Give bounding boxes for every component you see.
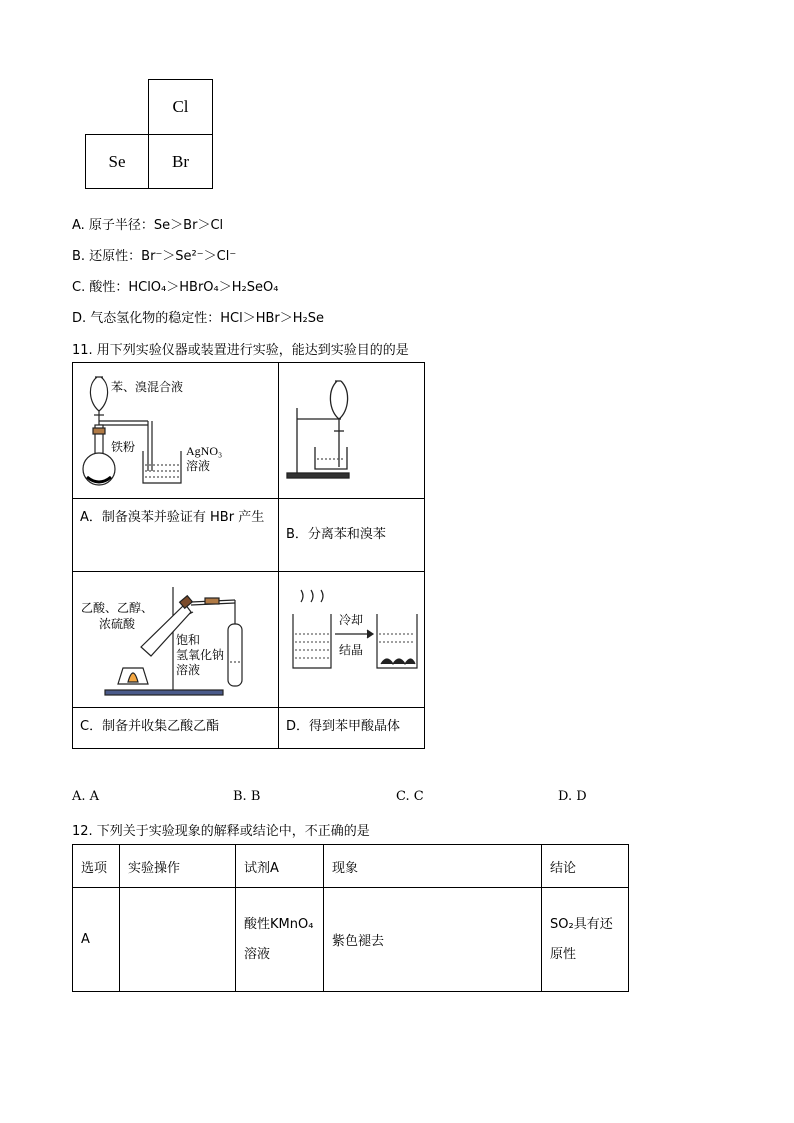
answer-c: C. C: [396, 789, 424, 804]
figure-c-cell: [72, 571, 279, 708]
q10-option-d: D. 气态氢化物的稳定性：HCl＞HBr＞H₂Se: [72, 311, 325, 326]
cell-se: Se: [85, 134, 149, 189]
cell-conclusion: SO₂具有还原性: [542, 888, 629, 992]
crystallization-figure: [279, 572, 424, 707]
cell-phenomenon: 紫色褪去: [324, 888, 542, 992]
tube-label-2: 氢氧化钠: [176, 648, 225, 662]
iron-powder-label: 铁粉: [111, 440, 136, 454]
cell-reagent: 酸性KMnO₄溶液: [236, 888, 324, 992]
caption-d: D．得到苯甲酸晶体: [278, 707, 425, 749]
caption-a: A．制备溴苯并验证有 HBr 产生: [72, 498, 279, 572]
cool-label: 冷却: [339, 613, 364, 627]
agno3-label: AgNO₃: [186, 444, 223, 458]
header-option: 选项: [73, 845, 120, 888]
cell-option: A: [73, 888, 120, 992]
q11-stem: 11. 用下列实验仪器或装置进行实验，能达到实验目的的是: [72, 343, 409, 358]
tube-label-1: 饱和: [176, 633, 201, 647]
answer-b: B. B: [233, 789, 261, 804]
q10-option-b: B. 还原性：Br⁻＞Se²⁻＞Cl⁻: [72, 249, 237, 264]
q11-figure-grid: [72, 362, 425, 749]
figure-b-cell: [278, 362, 425, 499]
caption-c: C．制备并收集乙酸乙酯: [72, 707, 279, 749]
cell-operation: [120, 888, 236, 992]
cell-br: Br: [148, 134, 213, 189]
periodic-table-fragment: [85, 79, 213, 189]
answer-d: D. D: [558, 789, 587, 804]
tube-label-3: 溶液: [176, 663, 201, 677]
crystallize-label: 结晶: [339, 643, 364, 657]
answer-a: A. A: [72, 789, 100, 804]
figure-d-cell: [278, 571, 425, 708]
reagents-label-1: 乙酸、乙醇、: [81, 601, 154, 615]
cell-cl: Cl: [148, 79, 213, 135]
separatory-funnel-figure: [279, 363, 424, 498]
q10-option-c: C. 酸性：HClO₄＞HBrO₄＞H₂SeO₄: [72, 280, 279, 295]
caption-b: B．分离苯和溴苯: [278, 498, 425, 572]
q12-table: [72, 844, 629, 992]
ethyl-acetate-apparatus-figure: [73, 572, 278, 707]
reagents-label-2: 浓硫酸: [99, 617, 136, 631]
header-operation: 实验操作: [120, 845, 236, 888]
header-reagent: 试剂A: [236, 845, 324, 888]
funnel-label: 苯、溴混合液: [111, 380, 184, 394]
q10-option-a: A. 原子半径：Se＞Br＞Cl: [72, 218, 224, 233]
header-phenomenon: 现象: [324, 845, 542, 888]
header-conclusion: 结论: [542, 845, 629, 888]
bromobenzene-apparatus-figure: [73, 363, 278, 498]
table-row: [73, 888, 629, 992]
q12-stem: 12. 下列关于实验现象的解释或结论中，不正确的是: [72, 824, 370, 839]
solution-label: 溶液: [186, 459, 211, 473]
table-header-row: [73, 845, 629, 888]
figure-a-cell: [72, 362, 279, 499]
